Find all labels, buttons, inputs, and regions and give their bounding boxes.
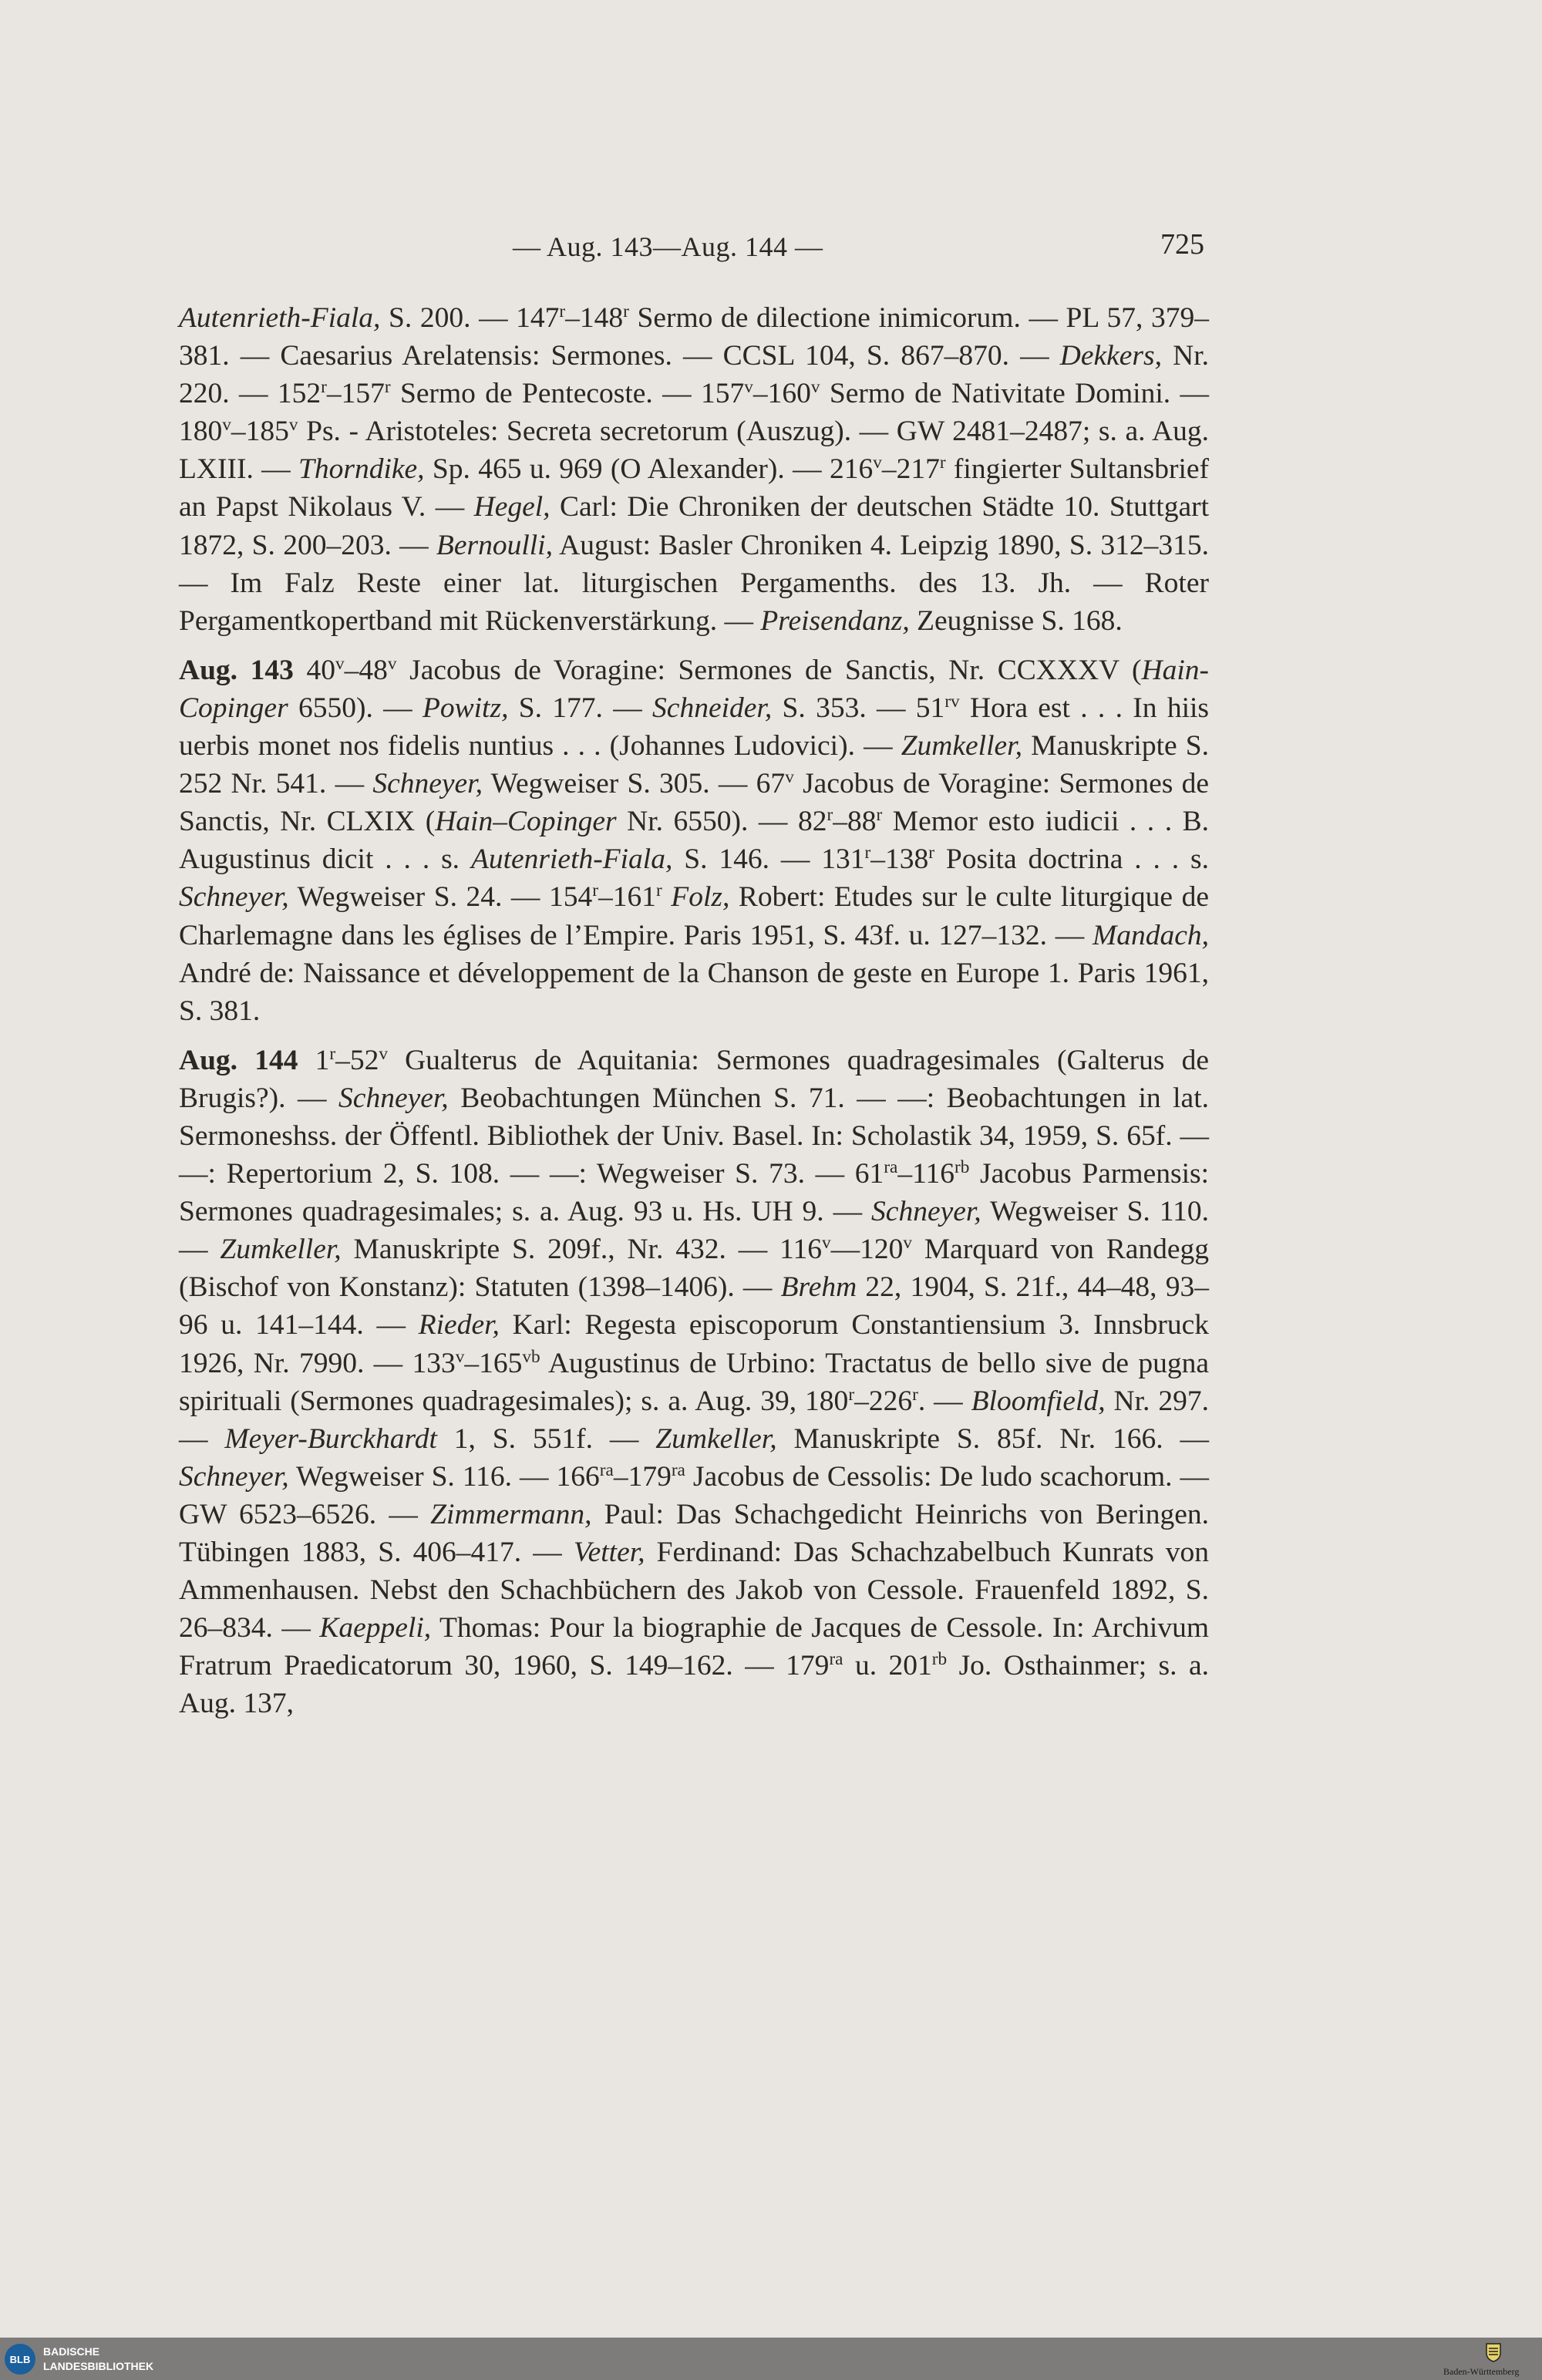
folio-side-superscript: v xyxy=(873,453,882,473)
text-run: Wegweiser S. 24. — 154 xyxy=(288,881,593,914)
text-run: 1 xyxy=(298,1044,330,1076)
text-run xyxy=(662,881,672,913)
text-run: Jo. Osthainmer; s. a. Aug. 137, xyxy=(179,1650,1209,1720)
folio-side-superscript: vb xyxy=(522,1346,540,1367)
text-run: S. 177. — xyxy=(508,692,653,724)
folio-side-superscript: v xyxy=(387,654,397,675)
library-name-line1: BADISCHE xyxy=(43,2345,100,2358)
coat-of-arms-icon xyxy=(1485,2342,1502,2362)
text-run: Posita doctrina . . . s. xyxy=(934,843,1209,876)
text-run: Wegweiser S. 116. — 166 xyxy=(288,1460,600,1493)
folio-side-superscript: v xyxy=(455,1346,465,1367)
author-name: Zumkeller, xyxy=(901,730,1022,762)
text-run: –157 xyxy=(326,378,385,410)
folio-side-superscript: v xyxy=(785,767,794,788)
text-run: 22, 1904, S. 21f., 44–48, 93–96 u. 141–144. — xyxy=(179,1271,1209,1341)
author-name: Meyer-Burckhardt xyxy=(224,1422,437,1455)
folio-side-superscript: ra xyxy=(671,1460,685,1481)
text-run: Wegweiser S. 305. — 67 xyxy=(482,768,786,800)
text-run: –116 xyxy=(897,1158,954,1190)
author-name: Mandach, xyxy=(1092,919,1209,951)
folio-side-superscript: r xyxy=(559,301,566,322)
author-name: Dekkers, xyxy=(1059,340,1162,372)
page-number: 725 xyxy=(1160,228,1204,261)
author-name: Hain-Copinger xyxy=(179,654,1210,724)
folio-side-superscript: r xyxy=(864,843,871,863)
folio-side-superscript: r xyxy=(329,1044,336,1064)
text-run: –48 xyxy=(344,654,388,686)
text-run: Sermo de Nativitate Domini. — 180 xyxy=(179,378,1210,448)
text-run: Manuskripte S. 252 Nr. 541. — xyxy=(179,730,1209,800)
text-run: Ps. - Aristoteles: Secreta secretorum (Auszug). — GW 2481–2487; s. a. Aug. LXIII. — xyxy=(179,416,1209,486)
folio-side-superscript: r xyxy=(928,843,935,863)
footer-bar xyxy=(0,2338,1542,2380)
text-run: –88 xyxy=(833,806,877,838)
text-run: Memor esto iudicii . . . B. Augustinus dicit . . . s. xyxy=(179,806,1209,876)
text-run: –52 xyxy=(335,1044,379,1076)
folio-side-superscript: r xyxy=(827,805,833,826)
author-name: Schneyer, xyxy=(179,881,289,914)
text-run: Karl: Regesta episcoporum Constantiensium 3. Innsbruck 1926, Nr. 7990. — 133 xyxy=(179,1309,1209,1379)
author-name: Vetter, xyxy=(573,1537,645,1568)
folio-side-superscript: r xyxy=(321,377,327,398)
folio-side-superscript: v xyxy=(903,1233,912,1254)
body-text xyxy=(179,299,1209,1722)
text-run: –138 xyxy=(870,843,929,876)
author-name: Thorndike, xyxy=(298,453,425,486)
text-run: S. 200. — 147 xyxy=(380,302,560,334)
text-run: Beobachtungen München S. 71. — —: Beobachtungen in lat. Sermoneshss. der Öffentl. Bibliothek der Univ. Basel. In: Scholastik 34, 1959, S. 65f. — —: Repertorium 2, S. 108. — —: Wegweiser S. 73. — 61 xyxy=(179,1082,1209,1190)
library-name-line2: LANDESBIBLIOTHEK xyxy=(43,2360,154,2372)
text-run: Augustinus de Urbino: Tractatus de bello sive de pugna spirituali (Sermones quadragesimales); s. a. Aug. 39, 180 xyxy=(179,1347,1210,1417)
author-name: Hain–Copinger xyxy=(435,806,617,838)
text-run: André de: Naissance et développement de la Chanson de geste en Europe 1. Paris 1961, S. 381. xyxy=(179,957,1209,1027)
blb-logo-icon: BLB xyxy=(5,2344,35,2375)
text-run: Gualterus de Aquitania: Sermones quadragesimales (Galterus de Brugis?). — xyxy=(179,1044,1210,1114)
text-run: Robert: Etudes sur le culte liturgique de Charlemagne dans les églises de l’Empire. Paris 1951, S. 43f. u. 127–132. — xyxy=(179,881,1210,951)
author-name: Autenrieth-Fiala, xyxy=(470,843,673,876)
author-name: Zumkeller, xyxy=(220,1234,342,1266)
author-name: Bernoulli, xyxy=(436,529,553,561)
text-run: Sermo de Pentecoste. — 157 xyxy=(390,378,745,410)
text-run: Jacobus de Voragine: Sermones de Sanctis, Nr. CLXIX ( xyxy=(179,768,1210,838)
text-run: Paul: Das Schachgedicht Heinrichs von Beringen. Tübingen 1883, S. 406–417. — xyxy=(179,1498,1209,1568)
text-run: –161 xyxy=(598,881,656,914)
text-run: Wegweiser S. 110. — xyxy=(179,1196,1209,1266)
text-run: Jacobus Parmensis: Sermones quadragesimales; s. a. Aug. 93 u. Hs. UH 9. — xyxy=(179,1158,1209,1228)
author-name: Schneider, xyxy=(652,692,773,724)
author-name: Zumkeller, xyxy=(655,1422,777,1455)
author-name: Preisendanz, xyxy=(760,604,910,637)
text-run: August: Basler Chroniken 4. Leipzig 1890, S. 312–315. — Im Falz Reste einer lat. liturgischen Pergamenths. des 13. Jh. — Roter Pergamentkopertband mit Rückenverstärkung. — xyxy=(179,529,1210,637)
shelfmark: Aug. 144 xyxy=(179,1044,298,1076)
folio-side-superscript: rv xyxy=(944,692,960,712)
library-name xyxy=(43,2345,153,2374)
paragraph-aug-142-continuation xyxy=(179,299,1209,640)
text-run: 6550). — xyxy=(288,692,423,724)
author-name: Schneyer, xyxy=(179,1460,289,1493)
folio-side-superscript: r xyxy=(384,377,391,398)
author-name: Schneyer, xyxy=(372,768,483,800)
text-run: –217 xyxy=(881,453,940,486)
folio-side-superscript: ra xyxy=(829,1649,843,1670)
folio-side-superscript: ra xyxy=(884,1157,898,1178)
folio-side-superscript: ra xyxy=(599,1460,614,1481)
text-run: fingierter Sultansbrief an Papst Nikolaus V. — xyxy=(179,453,1209,523)
folio-side-superscript: rb xyxy=(931,1649,948,1670)
folio-side-superscript: v xyxy=(744,377,753,398)
text-run: –226 xyxy=(854,1385,913,1417)
author-name: Schneyer, xyxy=(871,1196,981,1228)
author-name: Bloomfield, xyxy=(971,1385,1106,1417)
folio-side-superscript: r xyxy=(939,453,946,473)
text-run: Jacobus de Cessolis: De ludo scachorum. — GW 6523–6526. — xyxy=(179,1460,1210,1530)
text-run: Zeugnisse S. 168. xyxy=(909,604,1123,637)
state-label: Baden-Württemberg xyxy=(1443,2366,1520,2377)
text-run: Nr. 297. — xyxy=(179,1385,1210,1455)
text-run: Sp. 465 u. 969 (O Alexander). — 216 xyxy=(424,453,874,486)
folio-side-superscript: v xyxy=(222,415,231,436)
text-run: Sermo de dilectione inimicorum. — PL 57, 379–381. — Caesarius Arelatensis: Sermones. — CCSL 104, S. 867–870. — xyxy=(179,302,1209,372)
text-run: Nr. 6550). — 82 xyxy=(616,806,827,838)
author-name: Powitz, xyxy=(422,692,509,724)
text-run: –165 xyxy=(464,1347,523,1379)
text-run: 40 xyxy=(293,654,336,686)
folio-side-superscript: rb xyxy=(954,1157,970,1178)
text-run: S. 353. — 51 xyxy=(772,692,945,724)
text-run: –148 xyxy=(565,302,624,334)
folio-side-superscript: r xyxy=(876,805,883,826)
folio-side-superscript: r xyxy=(912,1384,918,1405)
text-run: Ferdinand: Das Schachzabelbuch Kunrats von Ammenhausen. Nebst den Schachbüchern des Jakob von Cessole. Frauenfeld 1892, S. 26–834. — xyxy=(179,1537,1209,1644)
text-run: Hora est . . . In hiis uerbis monet nos fidelis nuntius . . . (Johannes Ludovici). — xyxy=(179,692,1210,762)
folio-side-superscript: r xyxy=(592,880,598,901)
text-run: Marquard von Randegg (Bischof von Konstanz): Statuten (1398–1406). — xyxy=(179,1234,1209,1304)
shelfmark: Aug. 143 xyxy=(179,654,294,686)
text-run: –160 xyxy=(752,378,811,410)
folio-side-superscript: v xyxy=(335,654,345,675)
author-name: Autenrieth-Fiala, xyxy=(179,302,381,334)
folio-side-superscript: v xyxy=(810,377,820,398)
text-run: Thomas: Pour la biographie de Jacques de Cessole. In: Archivum Fratrum Praedicatorum 30, 1960, S. 149–162. — 179 xyxy=(179,1612,1210,1682)
text-run: Carl: Die Chroniken der deutschen Städte 10. Stuttgart 1872, S. 200–203. — xyxy=(179,491,1209,561)
author-name: Folz, xyxy=(671,881,730,914)
author-name: Schneyer, xyxy=(338,1082,449,1114)
text-run: —120 xyxy=(830,1234,904,1266)
author-name: Zimmermann, xyxy=(430,1498,592,1530)
folio-side-superscript: v xyxy=(379,1044,388,1064)
text-run: Jacobus de Voragine: Sermones de Sanctis, Nr. CCXXXV ( xyxy=(396,654,1142,686)
folio-side-superscript: v xyxy=(821,1233,831,1254)
text-run: . — xyxy=(917,1385,971,1417)
text-run: S. 146. — 131 xyxy=(672,843,865,876)
text-run: Manuskripte S. 209f., Nr. 432. — 116 xyxy=(341,1234,822,1266)
author-name: Hegel, xyxy=(473,491,550,523)
author-name: Rieder, xyxy=(418,1309,500,1341)
author-name: Brehm xyxy=(780,1271,857,1304)
running-head xyxy=(0,226,1542,264)
text-run: u. 201 xyxy=(843,1650,932,1682)
text-run: –179 xyxy=(613,1460,672,1493)
folio-side-superscript: r xyxy=(623,301,629,322)
folio-side-superscript: r xyxy=(655,880,662,901)
text-run: –185 xyxy=(231,416,289,448)
paragraph-aug-144 xyxy=(179,1042,1209,1723)
author-name: Kaeppeli, xyxy=(319,1612,432,1644)
text-run: Nr. 220. — 152 xyxy=(179,340,1210,410)
text-run: Manuskripte S. 85f. Nr. 166. — xyxy=(776,1422,1210,1455)
paragraph-aug-143 xyxy=(179,651,1209,1030)
running-title: — Aug. 143—Aug. 144 — xyxy=(513,231,823,262)
folio-side-superscript: v xyxy=(288,415,298,436)
folio-side-superscript: r xyxy=(848,1384,855,1405)
text-run: 1, S. 551f. — xyxy=(436,1422,656,1455)
